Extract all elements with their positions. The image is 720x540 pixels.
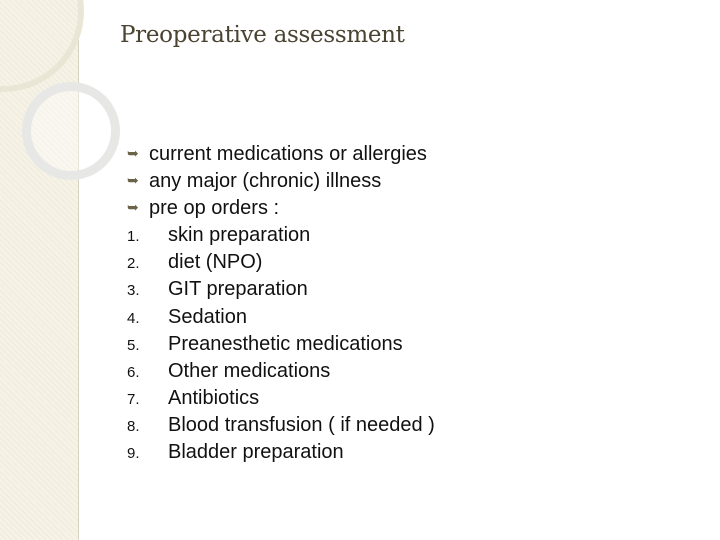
item-text: Antibiotics [168,386,260,409]
item-number: 8. [127,417,140,435]
item-number: 1. [127,228,140,246]
item-number: 3. [127,282,140,300]
item-number: 2. [127,255,140,273]
item-number: 5. [127,336,140,354]
slide-content [127,141,435,466]
curved-arrow-bullet-icon: ➥ [127,173,139,190]
slide-title: Preoperative assessment [120,22,405,48]
numbered-item [127,385,435,412]
item-text: diet (NPO) [168,251,263,274]
numbered-item [127,439,435,466]
bullet-text: any major (chronic) illness [149,170,382,193]
item-number: 7. [127,390,140,408]
bullet-text: current medications or allergies [149,143,427,165]
item-number: 6. [127,363,140,381]
curved-arrow-bullet-icon: ➥ [127,200,139,217]
bullet-text: pre op orders : [149,197,280,220]
numbered-item [127,358,435,385]
bullet-item [127,195,435,222]
numbered-item [127,412,435,439]
numbered-item [127,331,435,358]
numbered-item [127,276,435,303]
item-text: Other medications [168,359,331,382]
item-text: skin preparation [168,224,311,247]
item-text: Bladder preparation [168,441,344,464]
numbered-item [127,249,435,276]
bullet-item [127,168,435,195]
item-text: Preanesthetic medications [168,332,403,355]
item-number: 9. [127,445,140,463]
item-text: Blood transfusion ( if needed ) [168,413,435,436]
bullet-item [127,141,435,168]
curved-arrow-bullet-icon: ➥ [127,146,139,162]
item-number: 4. [127,309,140,327]
numbered-item [127,222,435,249]
numbered-item [127,304,435,331]
item-text: GIT preparation [168,278,308,301]
item-text: Sedation [168,305,247,328]
decorative-ring-small [22,82,120,180]
